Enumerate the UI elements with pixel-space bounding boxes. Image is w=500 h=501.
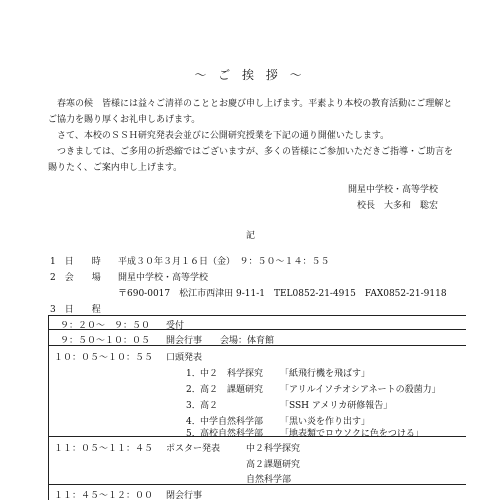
poster-item: 高２課題研究 (246, 460, 301, 470)
schedule-time: ９：２０～ ９：５０ (60, 321, 151, 331)
principal-name: 校長 大多和 聡宏 (356, 201, 438, 211)
schedule-time: ９：５０～１０：０５ (60, 336, 151, 346)
oral-number: 2． (186, 385, 201, 395)
venue-name: 開星中学校・高等学校 (118, 273, 209, 283)
schedule-rule (48, 315, 466, 316)
date-value: 平成３０年３月１６日（金） ９：５０～１４：５５ (118, 257, 330, 267)
greeting-paragraph-3: つきましては、ご多用の折恐縮ではございますが、多くの皆様にご参加いただきご指導・ご助言を賜りたく、ご案内申し上げます。 (48, 147, 454, 173)
oral-number: 1． (186, 369, 201, 379)
schedule-time: １１：４５～１２：００ (54, 491, 154, 501)
schedule-event: 閉会行事 (166, 491, 203, 501)
oral-number: 4． (186, 417, 201, 427)
schedule-event: 口頭発表 (166, 353, 203, 363)
venue-address: 〒690-0017 松江市西津田 9-11-1 TEL0852-21-4915 FAX0852-21-9118 (118, 289, 447, 299)
schedule-event: 開会行事 会場：体育館 (166, 336, 275, 346)
poster-item: 自然科学部 (246, 475, 292, 485)
oral-title: 「SSH アメリカ研修報告」 (280, 401, 393, 411)
schedule-label: 3 日 程 (50, 305, 101, 315)
oral-title: 「地表類でロウソクに色をつける」 (280, 429, 424, 439)
oral-group: 高２ (200, 401, 219, 411)
greeting-paragraph-1: 春寒の候 皆様には益々ご清祥のこととお慶び申し上げます。平素より本校の教育活動にご理解とご協力を賜り厚くお礼申しあげます。 (48, 99, 453, 125)
schedule-time: １０：０５～１０：５５ (54, 353, 154, 363)
oral-group: 高校自然科学部 (200, 429, 264, 439)
oral-group: 中２ 科学探究 (200, 369, 264, 379)
oral-number: 3． (186, 401, 201, 411)
oral-title: 「アリルイソチオシアネートの殺菌力」 (280, 385, 441, 395)
poster-item: 中２科学探究 (246, 444, 301, 454)
schedule-time: １１：０５～１１：４５ (54, 444, 154, 454)
oral-title: 「黒い炎を作り出す」 (280, 417, 371, 427)
oral-group: 高２ 課題研究 (200, 385, 264, 395)
schedule-event: 受付 (166, 321, 185, 331)
date-label: 1 日 時 (50, 257, 101, 267)
greeting-paragraph-2: さて、本校のＳＳＨ研究発表会並びに公開研究授業を下記の通り開催いたします。 (57, 131, 390, 141)
ki-heading: 記 (246, 231, 256, 241)
school-name: 開星中学校・高等学校 (347, 185, 438, 195)
venue-label: 2 会 場 (50, 273, 101, 283)
schedule-event: ポスター発表 (166, 444, 221, 454)
oral-group: 中学自然科学部 (200, 417, 264, 427)
schedule-left-border (48, 315, 49, 500)
oral-title: 「紙飛行機を飛ばす」 (280, 369, 371, 379)
greeting-title: ～ ご 挨 拶 ～ (194, 68, 306, 82)
oral-number: 5． (186, 429, 201, 439)
